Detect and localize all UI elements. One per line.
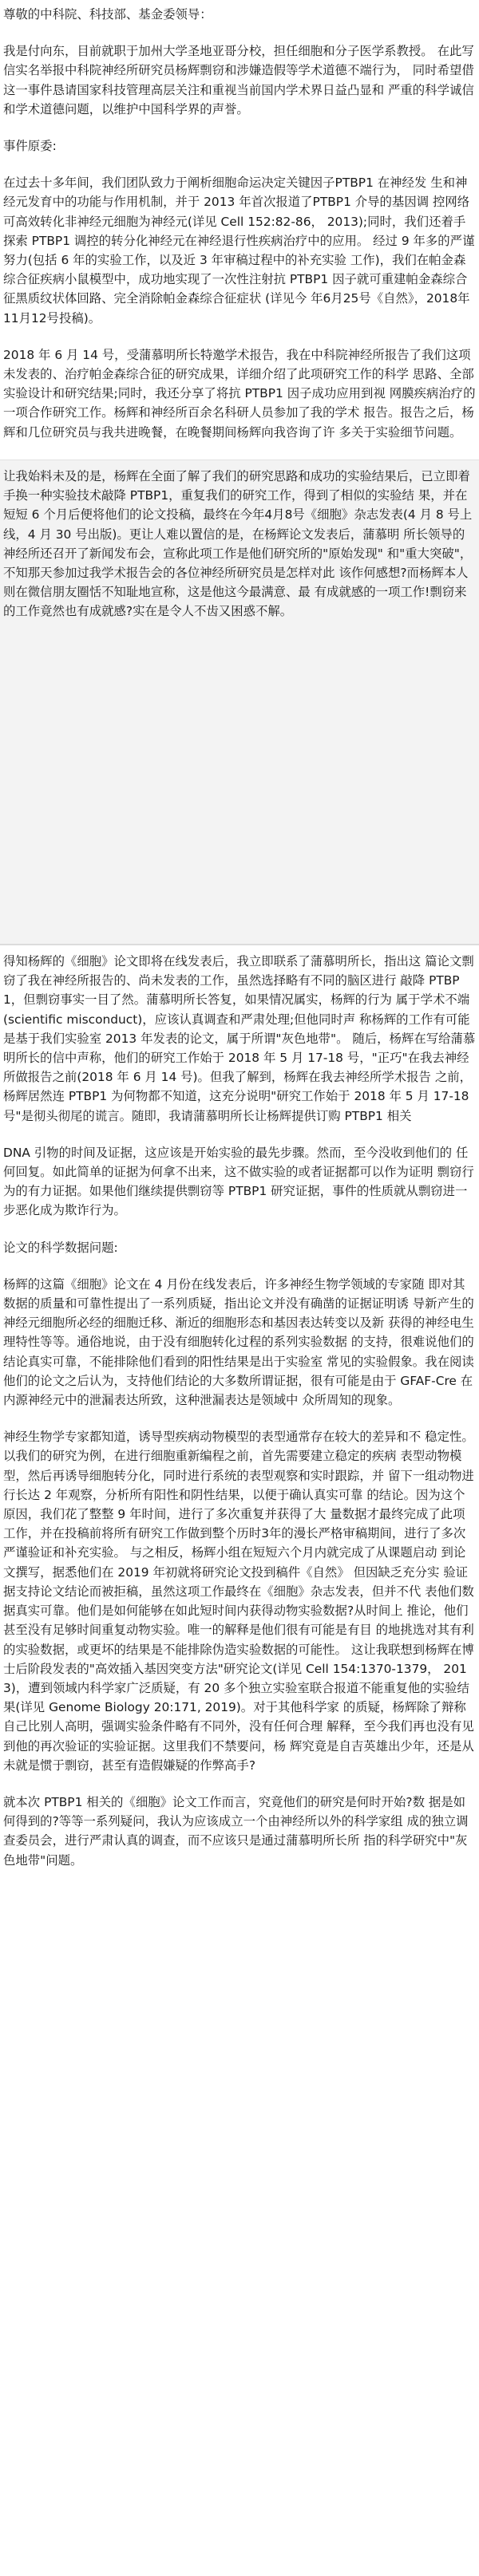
letter-panel-main bbox=[0, 944, 479, 2576]
intro-paragraph: 我是付向东，目前就职于加州大学圣地亚哥分校，担任细胞和分子医学系教授。 在此写信实名举报中科院神经所研究员杨辉剽窃和涉嫌造假等学术道德不端行为， 同时希望借这一事件恳请国家科技管理高层关注和重视当前国内学术界日益凸显和 严重的科学诚信和学术道德问题，以维护中国科学界的声誉。 bbox=[3, 44, 474, 116]
section-heading-events: 事件原委: bbox=[3, 139, 57, 154]
dna-paragraph: DNA 引物的时间及证据，这应该是开始实验的最先步骤。然而，至今没收到他们的 任何回复。如此简单的证据为何拿不出来，这不做实验的或者证据都可以作为证明 剽窃行为的有力证据。如果他们继续提供剽窃等 PTBP1 研究证据，事件的性质就从剽窃进一步恶化成为欺诈行为。 bbox=[3, 1145, 474, 1218]
letter-panel-quoted bbox=[0, 460, 479, 944]
letter-panel-intro bbox=[0, 0, 479, 460]
lecture-paragraph: 2018 年 6 月 14 号，受蒲慕明所长特邀学术报告，我在中科院神经所报告了我们这项未发表的、治疗帕金森综合征的研究成果，详细介绍了此项研究工作的科学 思路、全部实验设计和研究结果;同时，我还分享了将抗 PTBP1 因子成功应用到视 网膜疾病治疗的一项合作研究工作。杨辉和神经所百余名科研人员参加了我的学术 报告。报告之后，杨辉和几位研究员与我共进晚餐，在晚餐期间杨辉向我咨询了许 多关于实验细节问题。 bbox=[3, 347, 476, 440]
data-problems-paragraph: 杨辉的这篇《细胞》论文在 4 月份在线发表后，许多神经生物学领域的专家随 即对其数据的质量和可靠性提出了一系列质疑，指出论文并没有确凿的证据证明诱 导新产生的神经元细胞所必经的细胞迁移、渐近的细胞形态和基因表达转变以及新 获得的神经电生理特性等等。通俗地说，由于没有细胞转化过程的系列实验数据 的支持，很难说他们的结论真实可靠，不能排除他们看到的阳性结果是出于实验室 常见的实验假象。我在阅读他们的论文之后认为，支持他们结论的大多数所谓证据，很有可能是由于 GFAF-Cre 在内源神经元中的泄漏表达所致，这种泄漏表达是领域中 众所周知的现象。 bbox=[3, 1276, 474, 1408]
surprise-paragraph: 让我始料未及的是，杨辉在全面了解了我们的研究思路和成功的实验结果后，已立即着手换一种实验技术敲降 PTBP1，重复我们的研究工作，得到了相似的实验结 果，并在短短 6 个月后便将他们的论文投稿，最终在今年4月8号《细胞》杂志发表(4 月 8 号上线，4 月 30 号出版)。更让人难以置信的是，在杨辉论文发表后，蒲慕明 所长领导的神经所还召开了新闻发布会，宣称此项工作是他们研究所的"原始发现" 和"重大突破"，不知那天参加过我学术报告会的各位神经所研究员是怎样对此 该作何感想?而杨辉本人则在微信朋友圈恬不知耻地宣称，这是他这今最满意、最 有成就感的一项工作!剽窃来的工作竟然也有成就感?实在是令人不齿又困惑不解。 bbox=[3, 469, 473, 619]
timeline-paragraph: 神经生物学专家都知道，诱导型疾病动物模型的表型通常存在较大的差异和不 稳定性。以我们的研究为例，在进行细胞重新编程之前，首先需要建立稳定的疾病 表型动物模型，然后再诱导细胞转分化，同时进行系统的表型观察和实时跟踪，并 留下一组动物进行长达 2 年观察，分析所有阳性和阴性结果，以便于确认真实可靠 的结论。因为这个原因，我们花了整整 9 年时间，进行了多次重复并获得了大 量数据才最终完成了此项工作，并在投稿前将所有研究工作做到整个历时3年的漫长严格审稿期间，进行了多次严谨验证和补充实验。 与之相反，杨辉小组在短短六个月内就完成了从课题启动 到论文撰写，据悉他们在 2019 年初就将研究论文投到稿件《自然》 但因缺乏充分实 验证据支持论文结论而被拒稿，虽然这项工作最终在《细胞》杂志发表，但并不代 表他们数据真实可靠。他们是如何能够在如此短时间内获得动物实验数据?从时间上 推论，他们甚至没有足够时间重复动物实验。唯一的解释是他们很有可能是有目 的地挑选对其有利的实验数据，或更坏的结果是不能排除伪造实验数据的可能性。 这让我联想到杨辉在博士后阶段发表的"高效插入基因突变方法"研究论文(详见 Cell 154:1370-1379， 2013)，遭到领域内科学家广泛质疑，有 20 多个独立实验室联合报道不能重复他的实验结果(详见 Genome Biology 20:171, 2019)。对于其他科学家 的质疑，杨辉除了辩称自己比别人高明，强调实验条件略有不同外，没有任何合理 解释，至今我们再也没有见到他的再次验证的实验证据。这里我们不禁要问，杨 辉究竟是自吉英雄出少年，还是从未就是惯于剽窃，甚至有造假嫌疑的作弊高手? bbox=[3, 1430, 474, 1773]
closing-paragraph: 就本次 PTBP1 相关的《细胞》论文工作而言，究竟他们的研究是何时开始?数 据是如何得到的?等等一系列疑问，我认为应该成立一个由神经所以外的科学家组 成的独立调查委员会，进行严肃认真的调查，而不应该只是通过蒲慕明所长所 指的科学研究中"灰色地带"问题。 bbox=[3, 1794, 469, 1868]
section-heading-data: 论文的科学数据问题: bbox=[3, 1240, 118, 1255]
confrontation-paragraph: 得知杨辉的《细胞》论文即将在线发表后，我立即联系了蒲慕明所长，指出这 篇论文剽窃了我在神经所报告的、尚未发表的工作，虽然选择略有不同的脑区进行 敲降 PTBP1，但剽窃事实一目了然。蒲慕明所长答复，如果情况属实，杨辉的行为 属于学术不端(scientific misconduct)，应该认真调查和严肃处理;但他同时声 称杨辉的工作有可能是基于我们实验室 2013 年发表的论文，属于所谓"灰色地带"。 随后，杨辉在写给蒲慕明所长的信中声称，他们的研究工作始于 2018 年 5 月 17-18 号，"正巧"在我去神经 所做报告之前(2018 年 6 月 14 号)。但我了解到，杨辉在我去神经所学术报告 之前，杨辉居然连 PTBP1 为何物都不知道，这充分说明"研究工作始于 2018 年 5 月 17-18 号"是彻头彻尾的谎言。随即，我请蒲慕明所长让杨辉提供订购 PTBP1 相关 bbox=[3, 954, 476, 1123]
greeting: 尊敬的中科院、科技部、基金委领导： bbox=[3, 7, 212, 22]
history-paragraph: 在过去十多年间，我们团队致力于阐析细胞命运决定关键因子PTBP1 在神经发 生和神经元发育中的功能与作用机制，并于 2013 年首次报道了PTBP1 介导的基因调 控网络可高效转化非神经元细胞为神经元(详见 Cell 152:82-86， 2013);同时，我们还着手探索 PTBP1 调控的转分化神经元在神经退行性疾病治疗中的应用。 经过 9 年多的严谨努力(包括 6 年的实验工作，以及近 3 年审稿过程中的补充实验 工作)，我们在帕金森综合征疾病小鼠模型中，成功地实现了一次性注射抗 PTBP1 因子就可重建帕金森综合征黑质纹状体回路、完全消除帕金森综合征症状 (详见今 年6月25号《自然》，2018年11月12号投稿)。 bbox=[3, 176, 475, 325]
